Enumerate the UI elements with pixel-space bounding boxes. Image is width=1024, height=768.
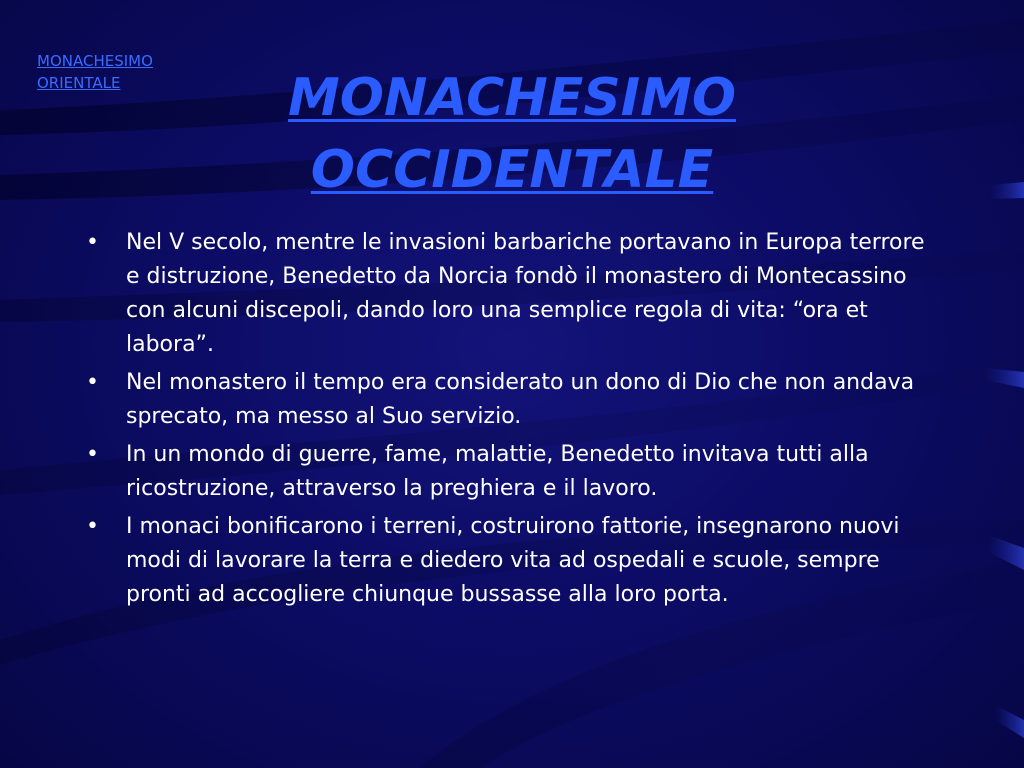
link-line-1[interactable]: MONACHESIMO [37, 52, 153, 70]
slide-title [200, 62, 824, 206]
link-line-2[interactable]: ORIENTALE [37, 74, 121, 92]
bullet-item [86, 510, 936, 612]
bullet-text: Nel monastero il tempo era considerato un dono di Dio che non andava sprecato, ma messo al Suo servizio. [126, 370, 915, 429]
bullet-icon: • [86, 442, 99, 467]
bullet-icon: • [86, 230, 99, 255]
bullet-item [86, 438, 936, 506]
link-monachesimo-orientale[interactable] [37, 50, 212, 94]
title-line-2: OCCIDENTALE [310, 140, 714, 200]
bullet-icon: • [86, 514, 99, 539]
bullet-icon: • [86, 370, 99, 395]
bullet-item [86, 366, 936, 434]
bullet-text: Nel V secolo, mentre le invasioni barbariche portavano in Europa terrore e distruzione, Benedetto da Norcia fondò il monastero di Montecassino con alcuni discepoli, dando loro una semplice regola di vita: “ora et labora”. [126, 230, 925, 357]
bullet-item [86, 226, 936, 362]
title-line-1: MONACHESIMO [287, 68, 737, 128]
bullet-text: In un mondo di guerre, fame, malattie, Benedetto invitava tutti alla ricostruzione, attraverso la preghiera e il lavoro. [126, 442, 869, 501]
bullet-text: I monaci bonificarono i terreni, costruirono fattorie, insegnarono nuovi modi di lavorare la terra e diedero vita ad ospedali e scuole, sempre pronti ad accogliere chiunque bussasse alla loro porta. [126, 514, 900, 607]
bullet-list [86, 226, 936, 616]
